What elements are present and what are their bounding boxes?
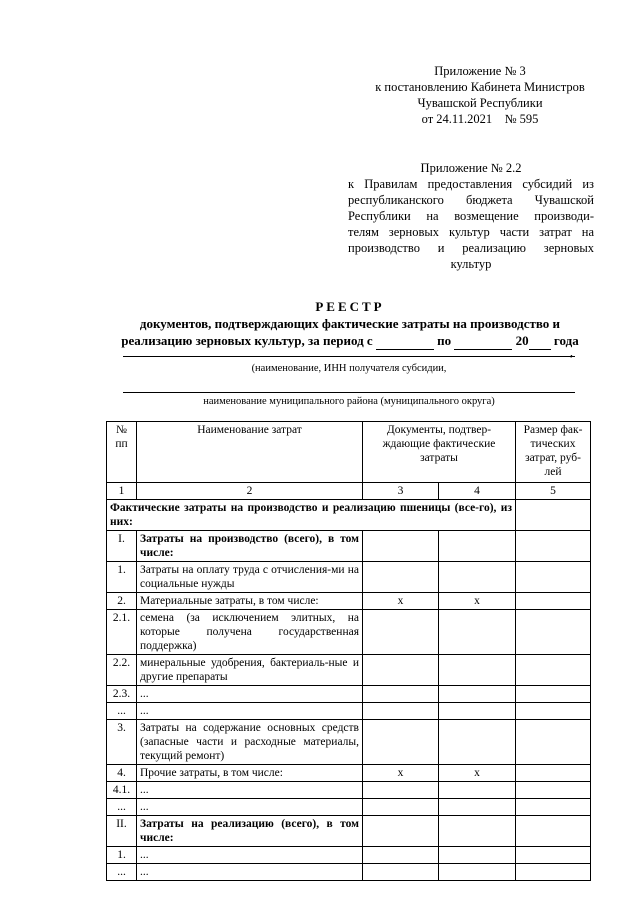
column-number-row (107, 483, 591, 500)
appendix-main-block (360, 63, 600, 127)
table-row (107, 782, 591, 799)
row-name: ... (137, 864, 363, 881)
row-doc-cell-3[interactable]: х (363, 765, 439, 782)
row-amount-cell[interactable] (516, 562, 591, 593)
row-name: Затраты на оплату труда с отчисления-ми на социальные нужды (137, 562, 363, 593)
row-doc-cell-3[interactable] (363, 864, 439, 881)
table-row (107, 720, 591, 765)
row-doc-cell-4[interactable] (439, 816, 516, 847)
row-num: 1. (107, 562, 137, 593)
colnum-5: 5 (516, 483, 591, 500)
row-doc-cell-4[interactable] (439, 562, 516, 593)
row-num: 2.1. (107, 610, 137, 655)
section-wheat-label: Фактические затраты на производство и реализацию пшеницы (все-го), из них: (107, 500, 516, 531)
row-num: 3. (107, 720, 137, 765)
table-row (107, 799, 591, 816)
title-subtitle2-b: по (437, 333, 452, 348)
row-num: 4. (107, 765, 137, 782)
row-num: 1. (107, 847, 137, 864)
row-doc-cell-4[interactable] (439, 610, 516, 655)
appendix-main-line2: к постановлению Кабинета Министров (375, 80, 585, 94)
row-num: 4.1. (107, 782, 137, 799)
document-title (110, 298, 590, 350)
row-num: ... (107, 703, 137, 720)
title-subtitle2-c: 20 (515, 333, 529, 348)
row-amount-cell[interactable] (516, 686, 591, 703)
row-amount-cell[interactable] (516, 610, 591, 655)
table-row (107, 610, 591, 655)
row-amount-cell[interactable] (516, 703, 591, 720)
row-amount-cell[interactable] (516, 765, 591, 782)
row-name: ... (137, 847, 363, 864)
row-doc-cell-4[interactable] (439, 799, 516, 816)
row-num: II. (107, 816, 137, 847)
row-amount-cell[interactable] (516, 655, 591, 686)
row-name: Затраты на содержание основных средств (запасные части и расходные материалы, текущий ремонт) (137, 720, 363, 765)
table-row (107, 593, 591, 610)
header-num: № пп (107, 422, 137, 483)
appendix-rules-block (348, 160, 594, 272)
row-amount-cell[interactable] (516, 531, 591, 562)
row-name: Затраты на производство (всего), в том числе: (137, 531, 363, 562)
appendix-rules-line6: производство и реализацию зерновых (348, 241, 594, 255)
row-doc-cell-4[interactable] (439, 531, 516, 562)
title-heading: РЕЕСТР (315, 299, 385, 314)
table-row (107, 847, 591, 864)
header-amount: Размер фак-тических затрат, руб-лей (516, 422, 591, 483)
registry-table (106, 421, 591, 881)
row-name: семена (за исключением элитных, на которые получена государственная поддержка) (137, 610, 363, 655)
row-doc-cell-4[interactable] (439, 686, 516, 703)
row-name: Материальные затраты, в том числе: (137, 593, 363, 610)
row-amount-cell[interactable] (516, 720, 591, 765)
table-row (107, 686, 591, 703)
appendix-rules-line7: культур (450, 257, 492, 271)
row-amount-cell[interactable] (516, 864, 591, 881)
row-doc-cell-4[interactable] (439, 703, 516, 720)
title-subtitle2 (110, 332, 590, 350)
appendix-rules-line5: телям зерновых культур части затрат на (348, 225, 594, 239)
row-name: ... (137, 703, 363, 720)
row-num: 2. (107, 593, 137, 610)
row-amount-cell[interactable] (516, 593, 591, 610)
recipient-line[interactable] (123, 356, 575, 357)
colnum-2: 2 (137, 483, 363, 500)
row-doc-cell-4[interactable] (439, 655, 516, 686)
row-doc-cell-3[interactable] (363, 686, 439, 703)
row-doc-cell-3[interactable] (363, 655, 439, 686)
row-doc-cell-3[interactable] (363, 782, 439, 799)
appendix-rules-line2: к Правилам предоставления субсидий из (348, 177, 594, 191)
period-end-field[interactable] (454, 332, 512, 350)
table-row (107, 816, 591, 847)
row-doc-cell-3[interactable] (363, 816, 439, 847)
row-num: ... (107, 864, 137, 881)
row-num: 2.2. (107, 655, 137, 686)
appendix-main-line4: от 24.11.2021 № 595 (421, 112, 539, 126)
recipient-comma: , (570, 345, 573, 359)
row-name: ... (137, 782, 363, 799)
appendix-rules-line3: республиканского бюджета Чувашской (348, 193, 594, 207)
section-wheat-row (107, 500, 591, 531)
appendix-main-line3: Чувашской Республики (417, 96, 543, 110)
appendix-main-line1: Приложение № 3 (434, 64, 526, 78)
row-doc-cell-3[interactable] (363, 847, 439, 864)
section-wheat-amount[interactable] (516, 500, 591, 531)
appendix-rules-line1: Приложение № 2.2 (420, 161, 522, 175)
row-num: I. (107, 531, 137, 562)
table-row (107, 531, 591, 562)
row-doc-cell-4[interactable] (439, 847, 516, 864)
row-doc-cell-3[interactable] (363, 703, 439, 720)
appendix-rules-line4: Республики на возмещение производи- (348, 209, 594, 223)
table-row (107, 562, 591, 593)
row-amount-cell[interactable] (516, 799, 591, 816)
row-doc-cell-3[interactable] (363, 720, 439, 765)
row-doc-cell-3[interactable] (363, 562, 439, 593)
row-amount-cell[interactable] (516, 782, 591, 799)
row-doc-cell-3[interactable] (363, 799, 439, 816)
table-row (107, 864, 591, 881)
row-name: Затраты на реализацию (всего), в том числе: (137, 816, 363, 847)
recipient-caption: (наименование, ИНН получателя субсидии, (251, 363, 447, 374)
table-header-row (107, 422, 591, 483)
row-doc-cell-4[interactable] (439, 864, 516, 881)
row-amount-cell[interactable] (516, 816, 591, 847)
row-name: Прочие затраты, в том числе: (137, 765, 363, 782)
row-doc-cell-4[interactable]: х (439, 765, 516, 782)
header-name: Наименование затрат (137, 422, 363, 483)
row-name: ... (137, 686, 363, 703)
colnum-4: 4 (439, 483, 516, 500)
table-row (107, 765, 591, 782)
title-subtitle2-d: года (553, 333, 579, 348)
row-name: ... (137, 799, 363, 816)
header-docs: Документы, подтвер-ждающие фактические затраты (363, 422, 516, 483)
district-line[interactable] (123, 392, 575, 393)
row-doc-cell-4[interactable] (439, 782, 516, 799)
row-amount-cell[interactable] (516, 847, 591, 864)
row-num: ... (107, 799, 137, 816)
row-doc-cell-4[interactable] (439, 720, 516, 765)
row-doc-cell-3[interactable]: х (363, 593, 439, 610)
row-num: 2.3. (107, 686, 137, 703)
row-doc-cell-4[interactable]: х (439, 593, 516, 610)
row-doc-cell-3[interactable] (363, 610, 439, 655)
table-row (107, 655, 591, 686)
year-field[interactable] (529, 332, 551, 350)
colnum-3: 3 (363, 483, 439, 500)
district-caption: наименование муниципального района (муниципального округа) (203, 396, 495, 407)
title-subtitle1: документов, подтверждающих фактические затраты на производство и (139, 316, 561, 331)
row-doc-cell-3[interactable] (363, 531, 439, 562)
period-start-field[interactable] (376, 332, 434, 350)
row-name: минеральные удобрения, бактериаль-ные и другие препараты (137, 655, 363, 686)
colnum-1: 1 (107, 483, 137, 500)
table-row (107, 703, 591, 720)
title-subtitle2-a: реализацию зерновых культур, за период с (121, 333, 373, 348)
